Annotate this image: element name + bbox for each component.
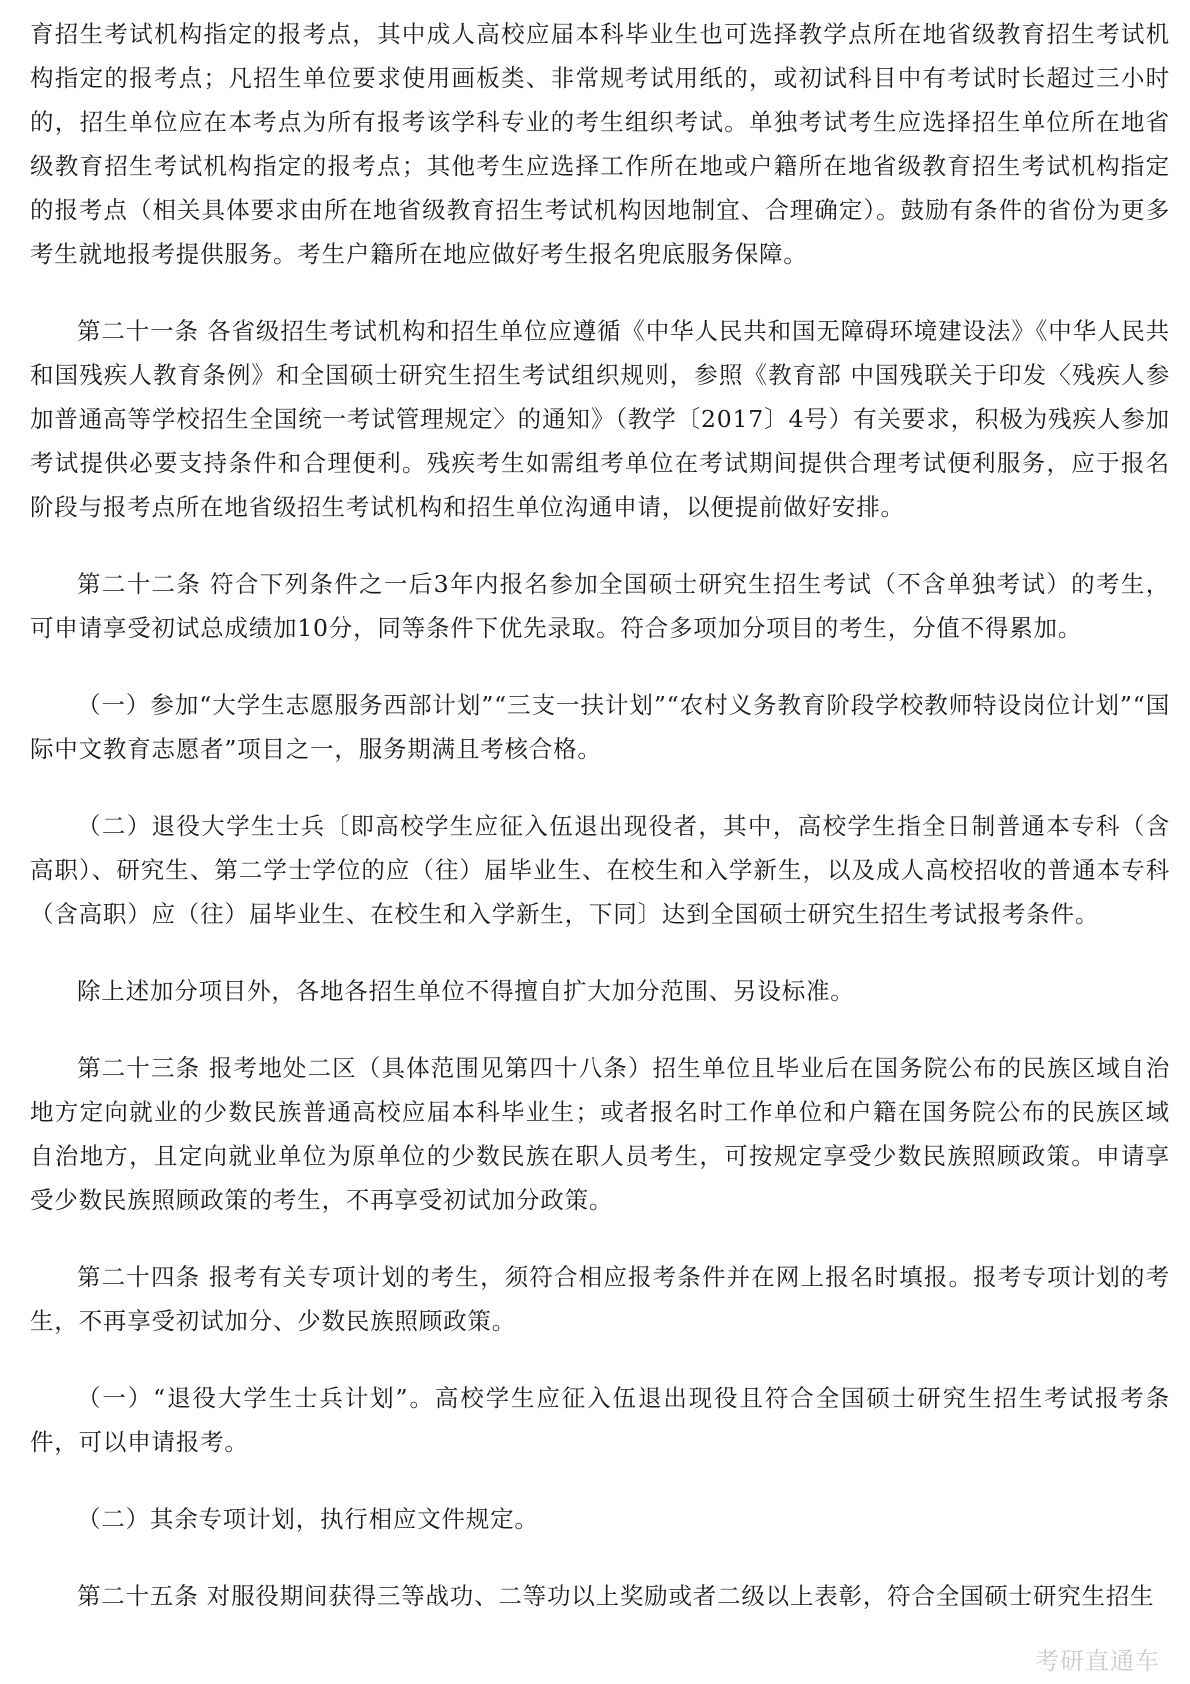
document-body: [30, 12, 1170, 1651]
watermark-text: 考研直通车: [1035, 1647, 1160, 1675]
paragraph-bonus-limit: 除上述加分项目外，各地各招生单位不得擅自扩大加分范围、另设标准。: [77, 977, 855, 1005]
paragraph-article-24: 第二十四条 报考有关专项计划的考生，须符合相应报考条件并在网上报名时填报。报考专项计划的考生，不再享受初试加分、少数民族照顾政策。: [30, 1263, 1170, 1335]
paragraph-article-22-item-1: （一）参加“大学生志愿服务西部计划”“三支一扶计划”“农村义务教育阶段学校教师特设岗位计划”“国际中文教育志愿者”项目之一，服务期满且考核合格。: [30, 691, 1170, 763]
paragraph-article-24-item-2: （二）其余专项计划，执行相应文件规定。: [77, 1505, 539, 1533]
paragraph-article-22-item-2: （二）退役大学生士兵〔即高校学生应征入伍退出现役者，其中，高校学生指全日制普通本专科（含高职）、研究生、第二学士学位的应（往）届毕业生、在校生和入学新生，以及成人高校招收的普通本专科（含高职）应（往）届毕业生、在校生和入学新生，下同〕达到全国硕士研究生招生考试报考条件。: [30, 812, 1170, 928]
paragraph-article-24-item-1: （一）“退役大学生士兵计划”。高校学生应征入伍退出现役且符合全国硕士研究生招生考试报考条件，可以申请报考。: [30, 1384, 1170, 1456]
paragraph-article-23: 第二十三条 报考地处二区（具体范围见第四十八条）招生单位且毕业后在国务院公布的民族区域自治地方定向就业的少数民族普通高校应届本科毕业生；或者报名时工作单位和户籍在国务院公布的民族区域自治地方，且定向就业单位为原单位的少数民族在职人员考生，可按规定享受少数民族照顾政策。申请享受少数民族照顾政策的考生，不再享受初试加分政策。: [30, 1054, 1170, 1214]
paragraph-article-25: 第二十五条 对服役期间获得三等战功、二等功以上奖励或者二级以上表彰，符合全国硕士研究生招生: [77, 1582, 1155, 1610]
paragraph-registration-sites: 育招生考试机构指定的报考点，其中成人高校应届本科毕业生也可选择教学点所在地省级教育招生考试机构指定的报考点；凡招生单位要求使用画板类、非常规考试用纸的，或初试科目中有考试时长超过三小时的，招生单位应在本考点为所有报考该学科专业的考生组织考试。单独考试考生应选择招生单位所在地省级教育招生考试机构指定的报考点；其他考生应选择工作所在地或户籍所在地省级教育招生考试机构指定的报考点（相关具体要求由所在地省级教育招生考试机构因地制宜、合理确定）。鼓励有条件的省份为更多考生就地报考提供服务。考生户籍所在地应做好考生报名兜底服务保障。: [30, 20, 1170, 268]
paragraph-article-22: 第二十二条 符合下列条件之一后3年内报名参加全国硕士研究生招生考试（不含单独考试）的考生，可申请享受初试总成绩加10分，同等条件下优先录取。符合多项加分项目的考生，分值不得累加。: [30, 570, 1170, 642]
paragraph-article-21: 第二十一条 各省级招生考试机构和招生单位应遵循《中华人民共和国无障碍环境建设法》《中华人民共和国残疾人教育条例》和全国硕士研究生招生考试组织规则，参照《教育部 中国残联关于印发〈残疾人参加普通高等学校招生全国统一考试管理规定〉的通知》（教学〔2017〕4号）有关要求，积极为残疾人参加考试提供必要支持条件和合理便利。残疾考生如需组考单位在考试期间提供合理考试便利服务，应于报名阶段与报考点所在地省级招生考试机构和招生单位沟通申请，以便提前做好安排。: [30, 317, 1170, 521]
